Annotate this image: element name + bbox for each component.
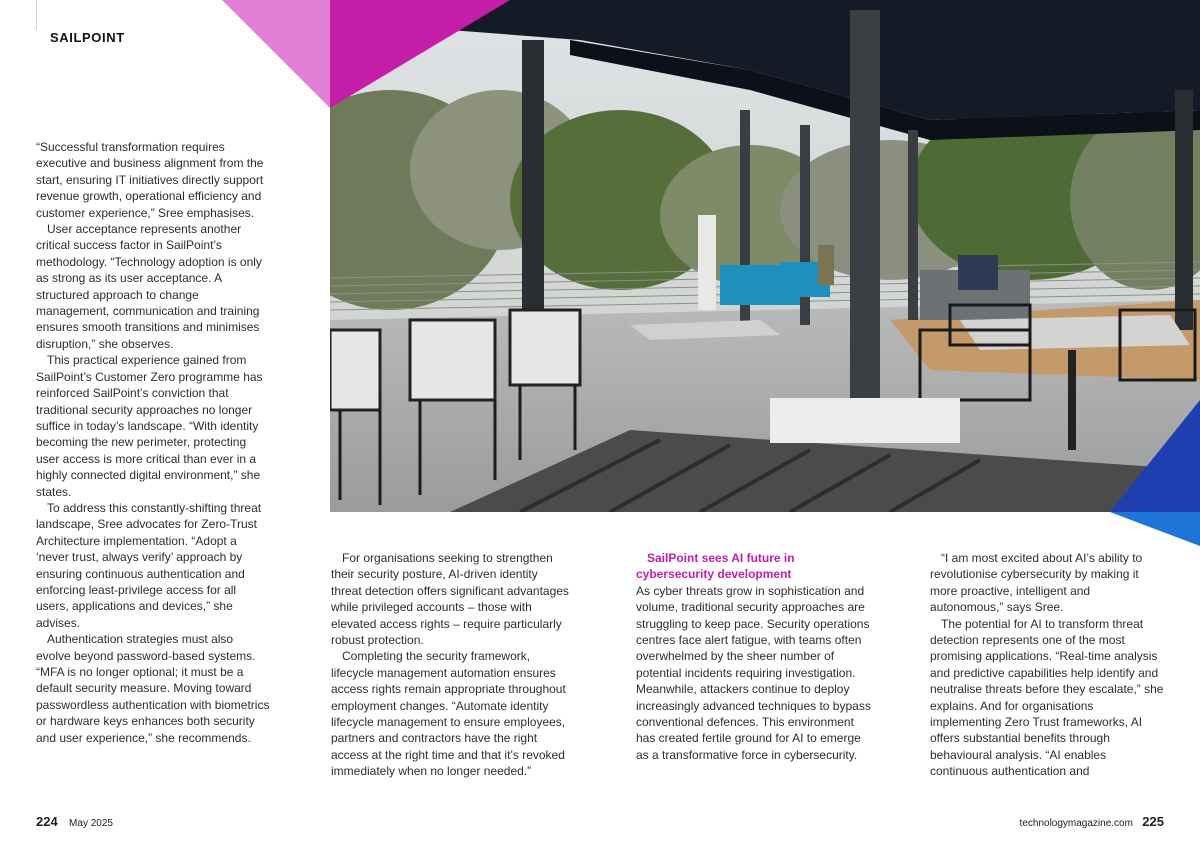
article-column-2 — [331, 550, 571, 780]
page-number-left: 224 — [36, 814, 58, 829]
paragraph: For organisations seeking to strengthen their security posture, AI-driven identity threat detection offers significant advantages while privileged accounts – those with elevated access rights – require particularly robust protection. — [331, 551, 569, 648]
paragraph: This practical experience gained from SailPoint’s Customer Zero programme has reinforced SailPoint’s conviction that traditional security approaches no longer suffice in today’s landscape. “With identity becoming the new perimeter, protecting user access is more critical than ever in a highly connected digital environment,” she states. — [36, 353, 263, 499]
section-label: SAILPOINT — [50, 30, 125, 45]
article-column-1 — [36, 139, 271, 746]
section-subheading: SailPoint sees AI future in cybersecurity development — [636, 551, 795, 582]
pink-triangle-decoration — [222, 0, 332, 110]
page-number-right: 225 — [1142, 814, 1164, 829]
article-column-4 — [930, 550, 1165, 780]
paragraph: Completing the security framework, lifecycle management automation ensures access rights remain appropriate throughout employment changes. “Automate identity lifecycle management to ensure employees, partners and contractors have the right access at the right time and that it’s revoked immediately when no longer needed.” — [331, 649, 566, 779]
paragraph: The potential for AI to transform threat detection represents one of the most promising applications. “Real-time analysis and predictive capabilities help identify and neutralise threats before they escalate,” she explains. And for organisations implementing Zero Trust frameworks, AI offers substantial benefits through behavioural analysis. “AI enables continuous authentication and — [930, 616, 1164, 779]
paragraph: “Successful transformation requires executive and business alignment from the start, ensuring IT initiatives directly support revenue growth, operational efficiency and customer experience,” Sree emphasises. — [36, 140, 264, 220]
footer-left — [36, 814, 113, 829]
paragraph: As cyber threats grow in sophistication and volume, traditional security approaches are struggling to keep pace. Security operations centres face alert fatigue, with teams often overwhelmed by the sheer number of potential incidents requiring investigation. Meanwhile, attackers continue to deploy increasingly advanced techniques to bypass conventional defences. This environment has created fertile ground for AI to emerge as a transformative force in cybersecurity. — [636, 583, 871, 762]
paragraph: User acceptance represents another critical success factor in SailPoint’s methodology. “Technology adoption is only as strong as its user acceptance. A structured approach to change management, communication and training ensures smooth transitions and minimises disruption,” she observes. — [36, 222, 262, 351]
issue-date: May 2025 — [69, 818, 113, 829]
paragraph: To address this constantly-shifting threat landscape, Sree advocates for Zero-Trust Architecture implementation. “Adopt a ‘never trust, always verify’ approach by ensuring continuous authentication and enforcing least-privilege access for all users, applications and devices,” she advises. — [36, 500, 262, 630]
article-column-3 — [636, 550, 871, 763]
rooftop-terrace-photo — [330, 0, 1200, 512]
website-link[interactable]: technologymagazine.com — [1019, 818, 1133, 829]
paragraph: Authentication strategies must also evolve beyond password-based systems. “MFA is no longer optional; it must be a default security measure. Moving toward passwordless authentication with biometrics or hardware keys enhances both security and user experience,” she recommends. — [36, 632, 270, 745]
margin-rule — [36, 0, 37, 30]
blue-triangle-decoration — [1110, 512, 1200, 546]
footer-right — [1020, 814, 1164, 829]
paragraph: “I am most excited about AI’s ability to revolutionise cybersecurity by making it more proactive, intelligent and autonomous,” says Sree. — [930, 551, 1143, 615]
